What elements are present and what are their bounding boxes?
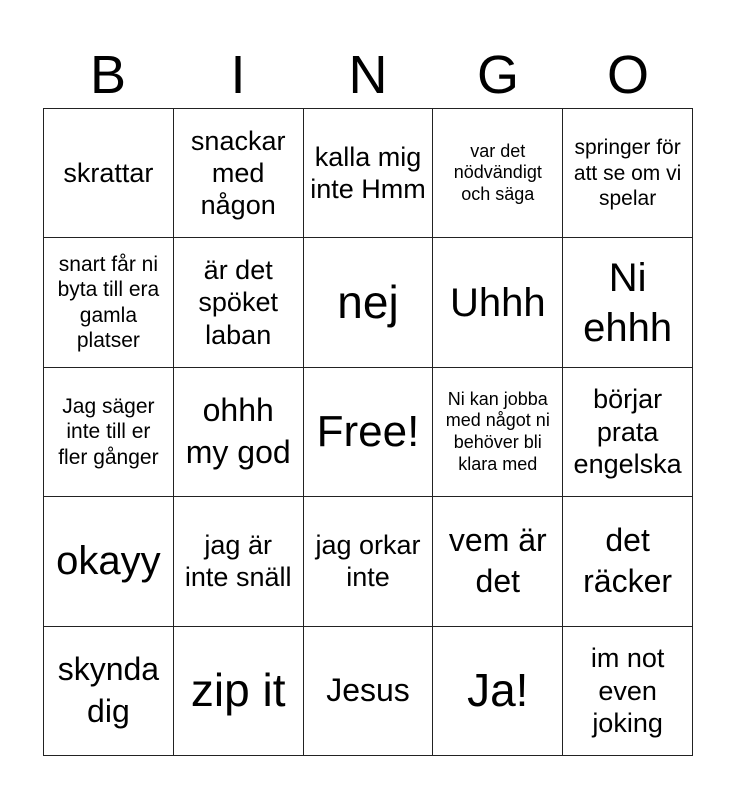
bingo-cell[interactable]: var det nödvändigt och säga [433, 109, 563, 238]
bingo-cell[interactable]: Ja! [433, 627, 563, 756]
bingo-grid [43, 108, 693, 756]
bingo-cell[interactable]: jag är inte snäll [174, 497, 304, 626]
header-letter-n: N [348, 45, 388, 105]
bingo-cell[interactable]: vem är det [433, 497, 563, 626]
bingo-cell[interactable]: Uhhh [433, 238, 563, 367]
bingo-cell[interactable]: Jag säger inte till er fler gånger [44, 368, 174, 497]
bingo-cell[interactable]: Ni ehhh [563, 238, 693, 367]
bingo-cell[interactable]: kalla mig inte Hmm [304, 109, 434, 238]
bingo-cell[interactable]: im not even joking [563, 627, 693, 756]
header-letter-i: I [230, 45, 246, 105]
header-letter-b: B [89, 45, 127, 105]
bingo-cell[interactable]: är det spöket laban [174, 238, 304, 367]
bingo-header [43, 42, 693, 108]
bingo-cell[interactable]: skynda dig [44, 627, 174, 756]
bingo-cell[interactable]: Jesus [304, 627, 434, 756]
bingo-cell[interactable]: ohhh my god [174, 368, 304, 497]
bingo-cell[interactable]: snart får ni byta till era gamla platser [44, 238, 174, 367]
free-space-cell[interactable]: Free! [304, 368, 434, 497]
bingo-cell[interactable]: snackar med någon [174, 109, 304, 238]
bingo-cell[interactable]: okayy [44, 497, 174, 626]
bingo-cell[interactable]: jag orkar inte [304, 497, 434, 626]
header-letter-o: O [606, 45, 649, 105]
bingo-cell[interactable]: det räcker [563, 497, 693, 626]
bingo-cell[interactable]: springer för att se om vi spelar [563, 109, 693, 238]
bingo-cell[interactable]: börjar prata engelska [563, 368, 693, 497]
header-letter-g: G [476, 45, 519, 105]
bingo-cell[interactable]: skrattar [44, 109, 174, 238]
bingo-cell[interactable]: nej [304, 238, 434, 367]
bingo-cell[interactable]: Ni kan jobba med något ni behöver bli klara med [433, 368, 563, 497]
bingo-cell[interactable]: zip it [174, 627, 304, 756]
